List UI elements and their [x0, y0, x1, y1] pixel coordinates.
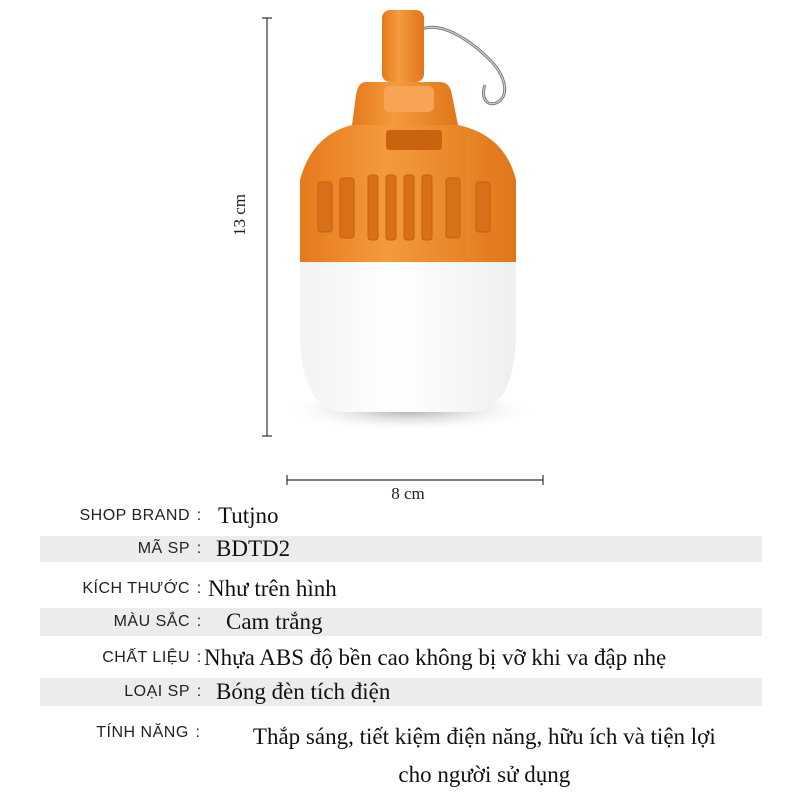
spec-label: TÍNH NĂNG: [96, 724, 189, 741]
spec-label: MÃ SP: [137, 540, 190, 557]
spec-row-feature: TÍNH NĂNG : Thắp sáng, tiết kiệm điện năng, hữu ích và tiện lợi cho người sử dụng: [40, 718, 762, 794]
spec-row-color: MÀU SẮC : Cam trắng: [40, 608, 762, 636]
height-label: 13 cm: [230, 193, 249, 237]
spec-row-type: LOẠI SP : Bóng đèn tích điện: [40, 678, 762, 706]
spec-row-brand: SHOP BRAND : Tutjno: [40, 498, 762, 534]
spec-value: Bóng đèn tích điện: [216, 679, 391, 704]
spec-row-size: KÍCH THƯỚC : Như trên hình: [40, 574, 762, 604]
spec-row-sku: MÃ SP : BDTD2: [40, 536, 762, 562]
spec-value: Nhựa ABS độ bền cao không bị vỡ khi va đập nhẹ: [204, 645, 667, 670]
spec-value: Tutjno: [218, 503, 279, 528]
feature-line-2: cho người sử dụng: [398, 762, 571, 787]
spec-value: Như trên hình: [208, 576, 337, 601]
spec-label: CHẤT LIỆU: [102, 649, 190, 666]
feature-line-1: Thắp sáng, tiết kiệm điện năng, hữu ích và tiện lợi: [252, 724, 716, 749]
spec-label: SHOP BRAND: [79, 507, 190, 524]
spec-value: BDTD2: [216, 536, 291, 561]
width-label: 8 cm: [391, 484, 425, 503]
spec-label: KÍCH THƯỚC: [82, 580, 190, 597]
spec-row-material: CHẤT LIỆU : Nhựa ABS độ bền cao không bị vỡ khi va đập nhẹ: [40, 642, 762, 674]
spec-value: Cam trắng: [226, 609, 323, 634]
spec-value: [207, 718, 762, 794]
spec-label: LOẠI SP: [124, 683, 190, 700]
spec-label: MÀU SẮC: [113, 613, 190, 630]
